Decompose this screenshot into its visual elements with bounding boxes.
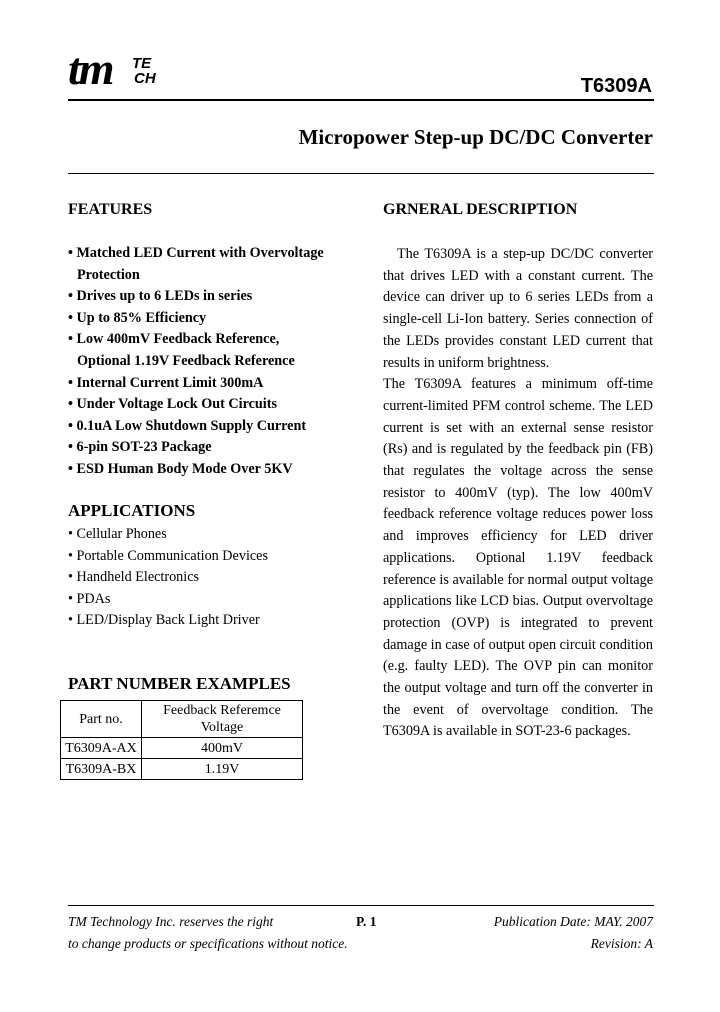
part-no-header: Part no.	[61, 701, 142, 738]
description-body	[383, 244, 653, 743]
features-heading: FEATURES	[68, 201, 153, 218]
company-logo	[68, 43, 178, 96]
application-item: • Handheld Electronics	[68, 569, 200, 586]
description-paragraph: The T6309A features a minimum off-time current-limited PFM control scheme. The LED current is set with an external sense resistor (Rs) and is regulated by the feedback pin (FB) that regulates the voltage across the sense resistor to 400mV (typ). The low 400mV feedback reference voltage reduces power loss and improves efficiency for LED driver applications. Optional 1.19V feedback reference is available for normal output voltage applications like LCD bias. Output overvoltage protection (OVP) is integrated to prevent damage in case of output open circuit condition (e.g. faulty LED). The OVP pin can monitor the output voltage and turn off the converter in the event of overvoltage condition. The T6309A is available in SOT-23-6 packages.	[383, 376, 653, 740]
application-item: • LED/Display Back Light Driver	[68, 612, 260, 629]
voltage-cell: 400mV	[142, 738, 303, 759]
feature-item: • Internal Current Limit 300mA	[68, 374, 264, 391]
feedback-voltage-header	[142, 701, 303, 738]
title-rule	[68, 173, 654, 174]
part-number-title: T6309A	[580, 75, 652, 97]
application-item: • Cellular Phones	[68, 526, 167, 542]
voltage-cell: 1.19V	[142, 759, 303, 780]
footer-disclaimer-line2: to change products or specifications without notice.	[68, 936, 348, 951]
publication-date: Publication Date: MAY. 2007	[493, 914, 653, 929]
table-row	[61, 738, 303, 759]
feature-item: • 6-pin SOT-23 Package	[68, 439, 212, 456]
logo-tm: tm	[68, 43, 113, 94]
header-rule	[68, 99, 654, 101]
feature-item: • Under Voltage Lock Out Circuits	[68, 396, 277, 413]
table-header-row	[61, 701, 303, 738]
part-number-heading: PART NUMBER EXAMPLES	[68, 674, 291, 693]
footer-rule	[68, 905, 654, 906]
part-number-table	[60, 700, 303, 780]
document-title: Micropower Step-up DC/DC Converter	[298, 125, 653, 149]
logo-ch: CH	[134, 70, 156, 87]
feature-item: • Up to 85% Efficiency	[68, 309, 207, 326]
part-no-cell: T6309A-AX	[61, 738, 142, 759]
application-item: • Portable Communication Devices	[68, 547, 269, 564]
logo-te: TE	[132, 55, 152, 72]
feature-item: • Low 400mV Feedback Reference,	[68, 331, 280, 348]
revision: Revision: A	[590, 936, 653, 951]
feature-item: • ESD Human Body Mode Over 5KV	[68, 460, 293, 477]
footer-disclaimer-line1: TM Technology Inc. reserves the right	[68, 914, 274, 929]
table-row	[61, 759, 303, 780]
applications-list	[68, 524, 268, 632]
feedback-header-line1: Feedback Referemce	[163, 703, 281, 718]
feature-item: • 0.1uA Low Shutdown Supply Current	[68, 417, 307, 434]
application-item: • PDAs	[68, 590, 111, 607]
feature-item: Protection	[77, 266, 140, 283]
description-paragraph: The T6309A is a step-up DC/DC converter that drives LED with a constant current. The device can driver up to 6 series LEDs from a single-cell Li-Ion battery. Series connection of the LEDs provides constant LED current that results in uniform brightness.	[383, 246, 653, 371]
feature-item: • Matched LED Current with Overvoltage	[68, 245, 324, 261]
feature-item: • Drives up to 6 LEDs in series	[68, 288, 253, 305]
description-heading: GRNERAL DESCRIPTION	[383, 201, 578, 218]
part-no-cell: T6309A-BX	[61, 759, 142, 780]
features-list	[68, 243, 324, 481]
feature-item: Optional 1.19V Feedback Reference	[77, 352, 295, 369]
page-number: P. 1	[356, 914, 377, 929]
feedback-header-line2: Voltage	[200, 720, 244, 735]
applications-heading: APPLICATIONS	[68, 501, 196, 520]
